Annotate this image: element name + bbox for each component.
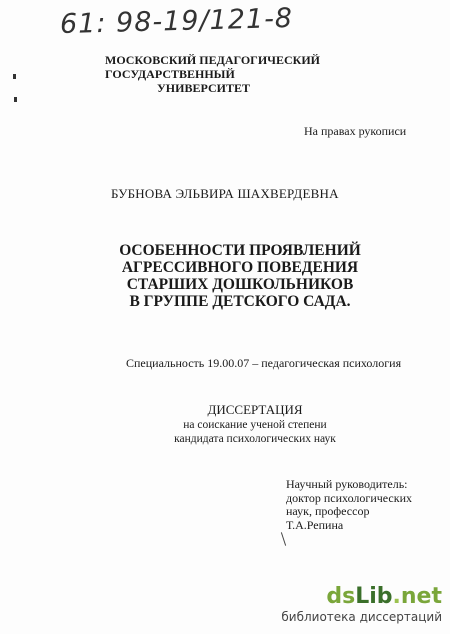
advisor-degree-line-1: доктор психологических — [286, 490, 412, 505]
pen-tick-mark — [281, 532, 286, 546]
author-name: БУБНОВА ЭЛЬВИРА ШАХВЕРДЕВНА — [111, 186, 339, 201]
organization-name — [105, 53, 405, 95]
scan-artifact — [13, 74, 16, 79]
advisor-degree-line-2: наук, профессор — [286, 504, 370, 518]
degree-line-1: на соискание ученой степени — [183, 419, 327, 431]
dslib-subtitle: библиотека диссертаций — [281, 610, 442, 624]
organization-line-1: МОСКОВСКИЙ ПЕДАГОГИЧЕСКИЙ ГОСУДАРСТВЕННЫЙ — [105, 53, 320, 81]
title-line: АГРЕССИВНОГО ПОВЕДЕНИЯ — [121, 259, 359, 276]
advisor-name: Т.А.Репина — [286, 517, 344, 532]
title-line: ОСОБЕННОСТИ ПРОЯВЛЕНИЙ — [119, 242, 361, 259]
title-line: В ГРУППЕ ДЕТСКОГО САДА. — [129, 293, 351, 310]
organization-line-2: УНИВЕРСИТЕТ — [157, 81, 250, 95]
advisor-label: Научный руководитель: — [286, 477, 408, 491]
specialty: Специальность 19.00.07 – педагогическая психология — [126, 356, 402, 370]
scan-artifact — [14, 97, 17, 102]
handwritten-catalog-number: 61: 98-19/121-8 — [59, 2, 294, 41]
rights-note: На правах рукописи — [304, 124, 407, 138]
title-line: СТАРШИХ ДОШКОЛЬНИКОВ — [126, 276, 354, 293]
dslib-logo: dsLib.net — [326, 584, 442, 609]
dissertation-block — [160, 403, 350, 446]
advisor-block — [286, 478, 412, 532]
dissertation-title — [110, 242, 370, 310]
dslib-watermark — [281, 586, 442, 624]
degree-line-2: кандидата психологических наук — [174, 433, 336, 445]
dissertation-heading: ДИССЕРТАЦИЯ — [207, 402, 303, 417]
